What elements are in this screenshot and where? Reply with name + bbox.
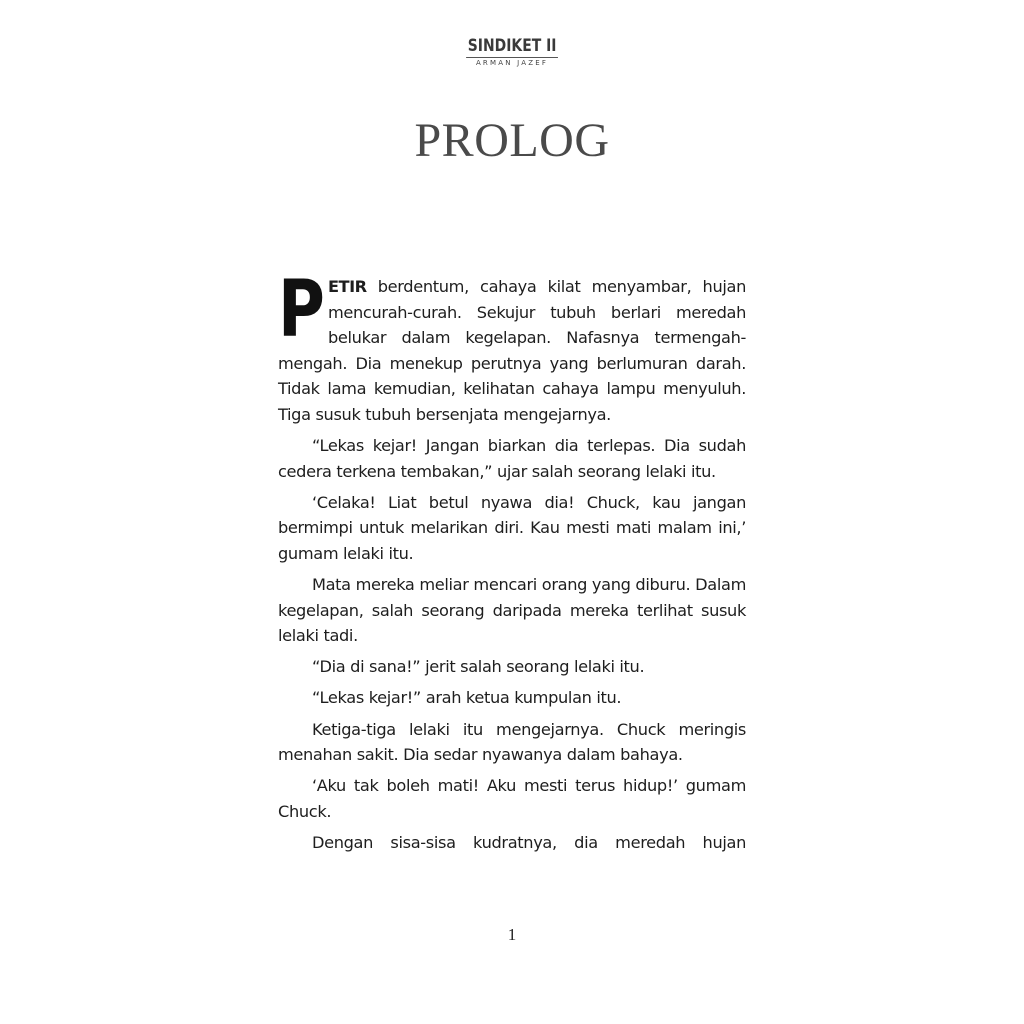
book-header-logo <box>0 37 1024 68</box>
paragraph-6: “Lekas kejar!” arah ketua kumpulan itu. <box>312 688 622 708</box>
chapter-title: PROLOG <box>414 114 610 167</box>
paragraph-1-text: berdentum, cahaya kilat menyambar, hujan mencurah-curah. Sekujur tubuh berlari meredah belukar dalam kegelapan. Nafasnya termengah-mengah. Dia menekup perutnya yang berlumuran darah. Tidak lama kemudian, kelihatan cahaya lampu menyuluh. Tiga susuk tubuh bersenjata mengejarnya. <box>278 277 746 424</box>
paragraph-4: Mata mereka meliar mencari orang yang diburu. Dalam kegelapan, salah seorang daripada mereka terlihat susuk lelaki tadi. <box>278 575 746 646</box>
paragraph-5: “Dia di sana!” jerit salah seorang lelaki itu. <box>312 657 645 677</box>
series-title: SINDIKET II <box>467 36 557 56</box>
chapter-body <box>278 265 746 861</box>
lead-word: ETIR <box>328 277 367 296</box>
author-name: ARMAN JAZEF <box>475 59 549 67</box>
drop-cap: P <box>278 265 325 355</box>
page-number: 1 <box>507 925 517 944</box>
paragraph-7: Ketiga-tiga lelaki itu mengejarnya. Chuck meringis menahan sakit. Dia sedar nyawanya dalam bahaya. <box>278 719 746 765</box>
paragraph-3: ‘Celaka! Liat betul nyawa dia! Chuck, kau jangan bermimpi untuk melarikan diri. Kau mesti mati malam ini,’ gumam lelaki itu. <box>278 492 746 563</box>
paragraph-2: “Lekas kejar! Jangan biarkan dia terlepas. Dia sudah cedera terkena tembakan,” ujar salah seorang lelaki itu. <box>278 436 746 481</box>
paragraph-9: Dengan sisa-sisa kudratnya, dia meredah hujan <box>312 832 746 852</box>
paragraph-1 <box>278 265 746 428</box>
paragraph-8: ‘Aku tak boleh mati! Aku mesti terus hidup!’ gumam Chuck. <box>278 776 746 821</box>
